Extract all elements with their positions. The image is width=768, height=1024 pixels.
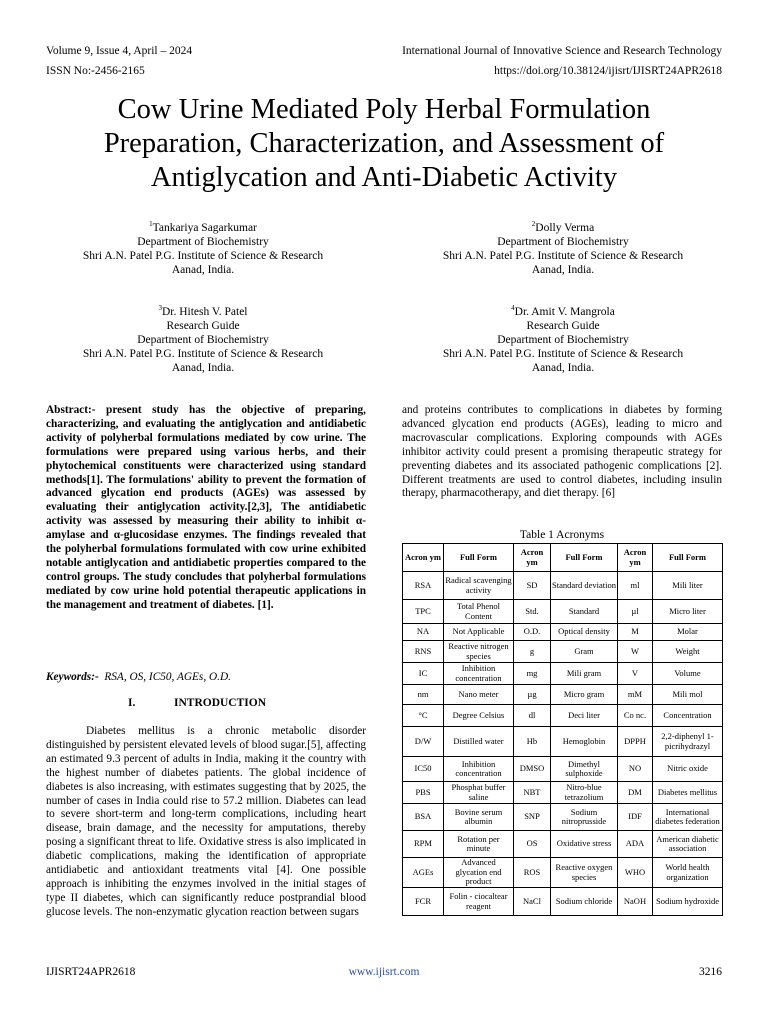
full-form-cell: Folin - ciocaltear reagent xyxy=(444,888,514,916)
acronym-cell: ADA xyxy=(618,831,653,858)
full-form-cell: Gram xyxy=(551,641,618,663)
table-row xyxy=(403,727,723,757)
full-form-cell: International diabetes federation xyxy=(653,804,723,831)
full-form-cell: Micro liter xyxy=(653,600,723,624)
full-form-cell: Total Phenol Content xyxy=(444,600,514,624)
table-body xyxy=(403,572,723,916)
acronym-cell: Hb xyxy=(514,727,551,757)
full-form-cell: Rotation per minute xyxy=(444,831,514,858)
full-form-cell: Standard deviation xyxy=(551,572,618,600)
full-form-cell: Standard xyxy=(551,600,618,624)
author-block-2 xyxy=(398,221,728,277)
acronym-cell: ml xyxy=(618,572,653,600)
acronym-cell: PBS xyxy=(403,782,444,804)
table-row xyxy=(403,804,723,831)
full-form-cell: Concentration xyxy=(653,705,723,727)
full-form-cell: Mili gram xyxy=(551,663,618,685)
acronym-cell: NaCl xyxy=(514,888,551,916)
full-form-cell: World health organization xyxy=(653,858,723,888)
table-row xyxy=(403,663,723,685)
full-form-cell: American diabetic association xyxy=(653,831,723,858)
table-row xyxy=(403,831,723,858)
full-form-cell: Nitro-blue tetrazolium xyxy=(551,782,618,804)
acronym-cell: RPM xyxy=(403,831,444,858)
full-form-cell: Mili mol xyxy=(653,685,723,705)
full-form-cell: Reactive oxygen species xyxy=(551,858,618,888)
full-form-cell: Weight xyxy=(653,641,723,663)
full-form-cell: Nitric oxide xyxy=(653,757,723,782)
table-row xyxy=(403,572,723,600)
author-line: Shri A.N. Patel P.G. Institute of Science & Research xyxy=(82,348,324,360)
table-row xyxy=(403,888,723,916)
acronym-cell: mg xyxy=(514,663,551,685)
page-number: 3216 xyxy=(699,966,722,978)
table-caption: Table 1 Acronyms xyxy=(519,529,605,541)
acronym-cell: NBT xyxy=(514,782,551,804)
header-cell: Acron ym xyxy=(514,544,551,572)
author-sup: 4 xyxy=(511,304,515,313)
acronym-cell: NO xyxy=(618,757,653,782)
title-line: Preparation, Characterization, and Assessment of xyxy=(103,128,665,159)
table-row xyxy=(403,600,723,624)
section-number: I. xyxy=(128,697,136,709)
table-row xyxy=(403,685,723,705)
author-name: Dr. Hitesh V. Patel xyxy=(161,306,248,318)
acronym-cell: WHO xyxy=(618,858,653,888)
acronym-cell: O.D. xyxy=(514,624,551,641)
full-form-cell: Inhibition concentration xyxy=(444,663,514,685)
acronym-cell: µg xyxy=(514,685,551,705)
acronym-cell: SD xyxy=(514,572,551,600)
full-form-cell: Molar xyxy=(653,624,723,641)
acronym-cell: mM xyxy=(618,685,653,705)
title-line: Antiglycation and Anti-Diabetic Activity xyxy=(150,162,618,193)
full-form-cell: Radical scavenging activity xyxy=(444,572,514,600)
full-form-cell: 2,2-diphenyl 1-picrihydrazyl xyxy=(653,727,723,757)
acronym-cell: V xyxy=(618,663,653,685)
full-form-cell: Deci liter xyxy=(551,705,618,727)
title-line: Cow Urine Mediated Poly Herbal Formulation xyxy=(117,94,651,125)
author-block-4 xyxy=(398,305,728,375)
full-form-cell: Distilled water xyxy=(444,727,514,757)
author-line: Shri A.N. Patel P.G. Institute of Science & Research xyxy=(82,250,324,262)
header-cell: Full Form xyxy=(444,544,514,572)
header-cell: Full Form xyxy=(551,544,618,572)
footer-website-link[interactable]: www.ijisrt.com xyxy=(348,966,420,978)
author-line: Aanad, India. xyxy=(531,264,595,276)
full-form-cell: Inhibition concentration xyxy=(444,757,514,782)
full-form-cell: Degree Celsius xyxy=(444,705,514,727)
acronym-cell: DM xyxy=(618,782,653,804)
table-row xyxy=(403,641,723,663)
acronym-cell: µl xyxy=(618,600,653,624)
acronym-cell: IDF xyxy=(618,804,653,831)
full-form-cell: Optical density xyxy=(551,624,618,641)
table-row xyxy=(403,757,723,782)
full-form-cell: Bovine serum albumin xyxy=(444,804,514,831)
doi-link[interactable]: https://doi.org/10.38124/ijisrt/IJISRT24APR2618 xyxy=(494,65,722,77)
acronym-cell: ROS xyxy=(514,858,551,888)
acronym-cell: IC xyxy=(403,663,444,685)
acronym-cell: NaOH xyxy=(618,888,653,916)
author-name: Dolly Verma xyxy=(535,222,595,234)
header-cell: Full Form xyxy=(653,544,723,572)
full-form-cell: Volume xyxy=(653,663,723,685)
acronym-cell: Co nc. xyxy=(618,705,653,727)
author-line: Shri A.N. Patel P.G. Institute of Science & Research xyxy=(442,250,684,262)
table-row xyxy=(403,624,723,641)
acronym-cell: nm xyxy=(403,685,444,705)
acronym-table xyxy=(402,543,723,916)
full-form-cell: Phosphat buffer saline xyxy=(444,782,514,804)
acronym-cell: Std. xyxy=(514,600,551,624)
acronym-cell: FCR xyxy=(403,888,444,916)
acronym-cell: D/W xyxy=(403,727,444,757)
author-line: Aanad, India. xyxy=(531,362,595,374)
volume-info: Volume 9, Issue 4, April – 2024 xyxy=(46,45,193,57)
author-line: Department of Biochemistry xyxy=(137,236,269,248)
author-line: Research Guide xyxy=(166,320,240,332)
acronym-cell: RNS xyxy=(403,641,444,663)
acronym-cell: IC50 xyxy=(403,757,444,782)
full-form-cell: Oxidative stress xyxy=(551,831,618,858)
full-form-cell: Not Applicable xyxy=(444,624,514,641)
acronym-cell: DPPH xyxy=(618,727,653,757)
acronym-cell: dl xyxy=(514,705,551,727)
acronym-cell: M xyxy=(618,624,653,641)
acronym-cell: TPC xyxy=(403,600,444,624)
full-form-cell: Sodium chloride xyxy=(551,888,618,916)
author-line: Department of Biochemistry xyxy=(137,334,269,346)
author-sup: 1 xyxy=(149,220,153,229)
table-header-row xyxy=(403,544,723,572)
acronym-cell: AGEs xyxy=(403,858,444,888)
journal-name: International Journal of Innovative Science and Research Technology xyxy=(402,45,722,57)
acronym-cell: SNP xyxy=(514,804,551,831)
author-block-1 xyxy=(38,221,368,277)
full-form-cell: Diabetes mellitus xyxy=(653,782,723,804)
author-line: Shri A.N. Patel P.G. Institute of Science & Research xyxy=(442,348,684,360)
full-form-cell: Nano meter xyxy=(444,685,514,705)
acronym-cell: BSA xyxy=(403,804,444,831)
section-title: INTRODUCTION xyxy=(174,697,267,709)
abstract: Abstract:- present study has the objective of preparing, characterizing, and evaluating the antiglycation and antidiabetic activity of polyherbal formulations mediated by cow urine. The formulations were prepared using various herbs, and their phytochemical constituents were characterized using standard methods[1]. The formulations' ability to prevent the formation of advanced glycation end products (AGEs) was assessed by evaluating their antiglycation activity.[2,3], The antidiabetic activity was assessed by measuring their ability to inhibit α-amylase and α-glucosidase enzymes. The findings revealed that the polyherbal formulations formulated with cow urine exhibited notable antiglycation and antidiabetic properties compared to the control groups. The study concludes that polyherbal formulations mediated by cow urine hold potential therapeutic applications in the management and treatment of diabetes. [1]. xyxy=(46,404,366,611)
full-form-cell: Micro gram xyxy=(551,685,618,705)
acronym-cell: NA xyxy=(403,624,444,641)
author-line: Research Guide xyxy=(526,320,600,332)
keywords xyxy=(46,671,366,685)
intro-continuation: and proteins contributes to complications in diabetes by forming advanced glycation end products (AGEs), leading to micro and macrovascular complications. Exploring compounds with AGEs inhibitor activity could present a promising therapeutic strategy for preventing diabetes and its associated pathogenic complications [2]. Different treatments are used to control diabetes, including insulin therapy, pharmacotherapy, and diet therapy. [6] xyxy=(402,404,722,500)
table-row xyxy=(403,858,723,888)
author-sup: 2 xyxy=(531,220,536,229)
table-row xyxy=(403,705,723,727)
acronym-cell: DMSO xyxy=(514,757,551,782)
acronym-cell: W xyxy=(618,641,653,663)
issn: ISSN No:-2456-2165 xyxy=(46,65,145,77)
paper-title xyxy=(40,93,728,195)
table-row xyxy=(403,782,723,804)
full-form-cell: Sodium hydroxide xyxy=(653,888,723,916)
acronym-cell: OS xyxy=(514,831,551,858)
author-line: Aanad, India. xyxy=(171,362,235,374)
keywords-label: Keywords:- xyxy=(46,671,99,683)
acronym-cell: g xyxy=(514,641,551,663)
full-form-cell: Reactive nitrogen species xyxy=(444,641,514,663)
header-cell: Acron ym xyxy=(403,544,444,572)
full-form-cell: Dimethyl sulphoxide xyxy=(551,757,618,782)
acronym-cell: °C xyxy=(403,705,444,727)
full-form-cell: Hemoglobin xyxy=(551,727,618,757)
author-line: Department of Biochemistry xyxy=(497,236,629,248)
author-block-3 xyxy=(38,305,368,375)
author-sup: 3 xyxy=(158,304,162,313)
full-form-cell: Sodium nitroprusside xyxy=(551,804,618,831)
author-name: Tankariya Sagarkumar xyxy=(152,222,257,234)
intro-paragraph: Diabetes mellitus is a chronic metabolic disorder distinguished by persistent elevated levels of blood sugar.[5], affecting an estimated 9.3 percent of adults in India, making it the country with the highest number of diabetes patients. The global incidence of diabetes is also increasing, with estimates suggesting that by 2025, the number of cases in India could rise to 57.2 million. Diabetes can lead to severe short-term and long-term complications, including heart disease, brain damage, and the necessity for amputations, thereby posing a significant threat to life. Oxidative stress is also implicated in diabetic complications, making the identification of appropriate antidiabetic and antioxidant treatments vital [4]. One possible approach is inhibiting the enzymes involved in the initial stages of type II diabetes, which can significantly reduce postprandial blood glucose levels. The non-enzymatic glycation reaction between sugars xyxy=(46,725,366,918)
footer-id: IJISRT24APR2618 xyxy=(46,966,136,978)
keywords-text: RSA, OS, IC50, AGEs, O.D. xyxy=(104,671,231,683)
full-form-cell: Advanced glycation end product xyxy=(444,858,514,888)
acronym-cell: RSA xyxy=(403,572,444,600)
full-form-cell: Mili liter xyxy=(653,572,723,600)
header-cell: Acron ym xyxy=(618,544,653,572)
author-line: Department of Biochemistry xyxy=(497,334,629,346)
author-line: Aanad, India. xyxy=(171,264,235,276)
author-name: Dr. Amit V. Mangrola xyxy=(514,306,615,318)
